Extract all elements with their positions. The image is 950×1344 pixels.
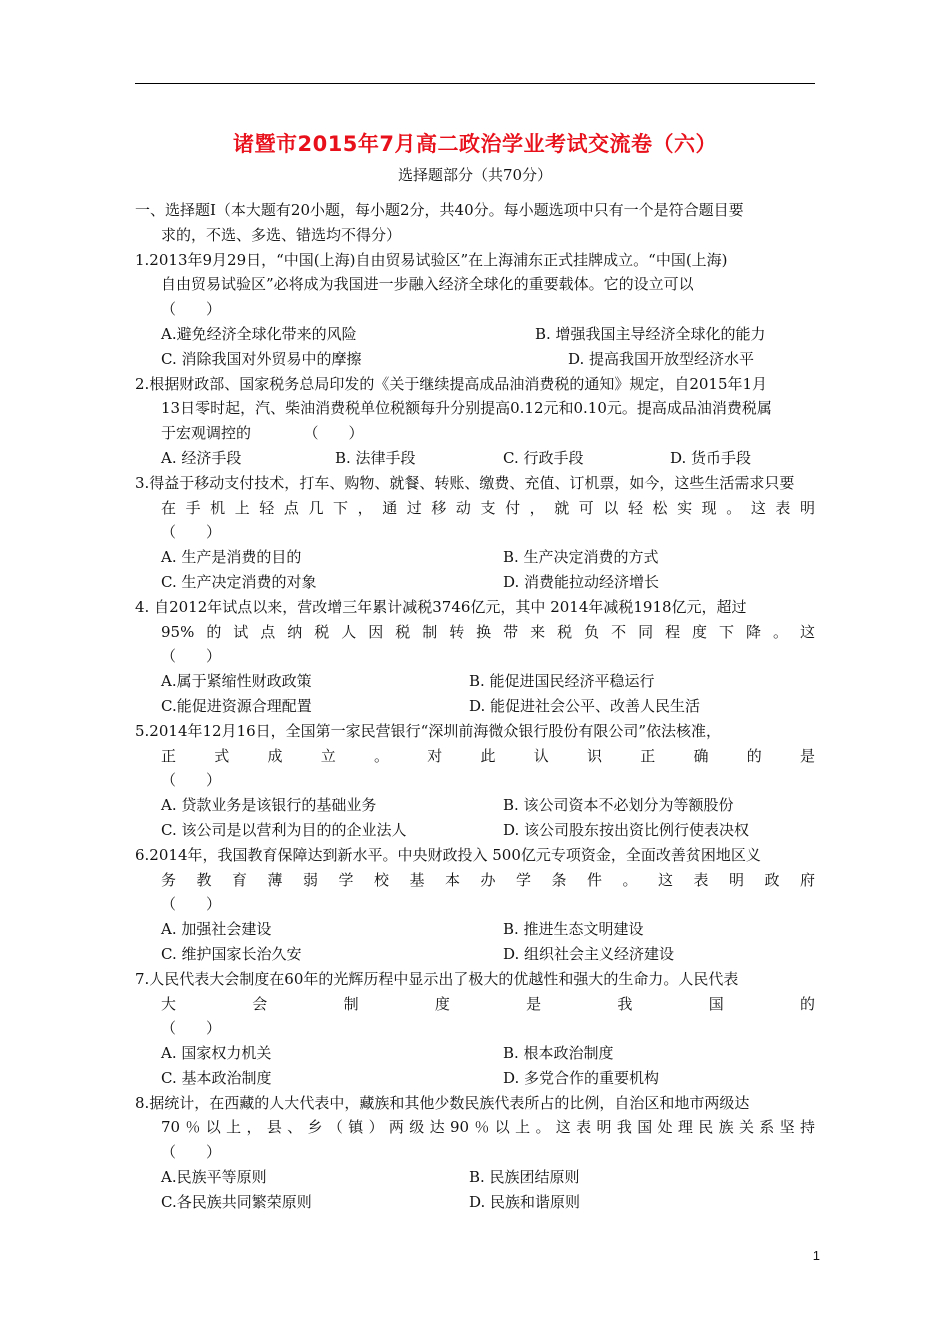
option-a: A.避免经济全球化带来的风险 xyxy=(161,324,357,343)
options-row xyxy=(135,1165,815,1190)
option-c: C. 基本政治制度 xyxy=(161,1068,272,1087)
option-b: B. 推进生态文明建设 xyxy=(503,920,644,939)
options-row xyxy=(135,322,815,347)
answer-bracket: （ ） xyxy=(161,1019,222,1038)
question-stem-line: 务教育薄弱学校基本办学条件。这表明政府 xyxy=(161,870,815,889)
option-c: C.能促进资源合理配置 xyxy=(161,696,312,715)
question-stem-line: 3.得益于移动支付技术，打车、购物、就餐、转账、缴费、充值、订机票，如今，这些生活需求只要 xyxy=(135,473,795,492)
option-d: D. 多党合作的重要机构 xyxy=(503,1068,660,1087)
section-instruction-line: 一、选择题Ⅰ（本大题有20小题，每小题2分，共40分。每小题选项中只有一个是符合题目要 xyxy=(135,201,744,219)
options-row xyxy=(135,446,815,471)
options-row xyxy=(135,570,815,595)
answer-bracket: （ ） xyxy=(161,523,222,542)
options-row xyxy=(135,694,815,719)
question-stem-line: 于宏观调控的 （ ） xyxy=(161,424,364,443)
option-d: D. 消费能拉动经济增长 xyxy=(503,572,660,591)
option-b: B. 根本政治制度 xyxy=(503,1044,614,1063)
question-2 xyxy=(135,372,815,471)
question-stem-line: 4. 自2012年试点以来，营改增三年累计减税3746亿元，其中 2014年减税1918亿元，超过 xyxy=(135,597,747,616)
option-c: C. 维护国家长治久安 xyxy=(161,944,302,963)
question-stem-line: 8.据统计，在西藏的人大代表中，藏族和其他少数民族代表所占的比例，自治区和地市两级达 xyxy=(135,1093,750,1112)
question-stem-line: 13日零时起，汽、柴油消费税单位税额每升分别提高0.12元和0.10元。提高成品油消费税属 xyxy=(161,399,772,418)
options-row xyxy=(135,347,815,372)
option-b: B. 增强我国主导经济全球化的能力 xyxy=(535,324,766,343)
option-c: C.各民族共同繁荣原则 xyxy=(161,1192,312,1211)
option-a: A. 贷款业务是该银行的基础业务 xyxy=(161,796,377,815)
option-c: C. 行政手段 xyxy=(503,448,584,467)
question-stem-line: 95%的试点纳税人因税制转换带来税负不同程度下降。这 xyxy=(161,622,815,641)
option-d: D. 能促进社会公平、改善人民生活 xyxy=(469,696,701,715)
option-a: A. 生产是消费的目的 xyxy=(161,548,302,567)
options-row xyxy=(135,818,815,843)
answer-bracket: （ ） xyxy=(161,647,222,666)
option-a: A. 加强社会建设 xyxy=(161,920,272,939)
section-subtitle: 选择题部分（共70分） xyxy=(397,166,553,184)
answer-bracket: （ ） xyxy=(161,1143,222,1162)
option-d: D. 该公司股东按出资比例行使表决权 xyxy=(503,820,750,839)
option-c: C. 消除我国对外贸易中的摩擦 xyxy=(161,349,362,368)
question-body xyxy=(135,198,815,1215)
options-row xyxy=(135,793,815,818)
question-8 xyxy=(135,1091,815,1215)
question-stem-line: 70％以上，县、乡（镇）两级达90％以上。这表明我国处理民族关系坚持 xyxy=(161,1118,815,1137)
question-7 xyxy=(135,967,815,1091)
question-stem-line: 1.2013年9月29日，“中国(上海)自由贸易试验区”在上海浦东正式挂牌成立。“中国(上海) xyxy=(135,250,728,269)
options-row xyxy=(135,1041,815,1066)
option-d: D. 提高我国开放型经济水平 xyxy=(568,349,755,368)
question-5 xyxy=(135,719,815,843)
option-c: C. 该公司是以营利为目的的企业法人 xyxy=(161,820,407,839)
options-row xyxy=(135,942,815,967)
option-d: D. 民族和谐原则 xyxy=(469,1192,581,1211)
options-row xyxy=(135,1190,815,1215)
question-stem-line: 自由贸易试验区”必将成为我国进一步融入经济全球化的重要载体。它的设立可以 xyxy=(161,275,694,294)
answer-bracket: （ ） xyxy=(161,300,222,319)
options-row xyxy=(135,545,815,570)
question-stem-line: 正式成立。对此认识正确的是 xyxy=(161,746,815,765)
options-row xyxy=(135,917,815,942)
option-c: C. 生产决定消费的对象 xyxy=(161,572,317,591)
option-b: B. 民族团结原则 xyxy=(469,1168,580,1187)
question-stem-line: 2.根据财政部、国家税务总局印发的《关于继续提高成品油消费税的通知》规定，自2015年1月 xyxy=(135,374,768,393)
options-row xyxy=(135,1066,815,1091)
options-row xyxy=(135,669,815,694)
question-stem-line: 7.人民代表大会制度在60年的光辉历程中显示出了极大的优越性和强大的生命力。人民代表 xyxy=(135,969,739,988)
question-3 xyxy=(135,471,815,595)
question-stem-line: 5.2014年12月16日，全国第一家民营银行“深圳前海微众银行股份有限公司”依法核准， xyxy=(135,721,721,740)
option-b: B. 法律手段 xyxy=(335,448,416,467)
option-d: D. 组织社会主义经济建设 xyxy=(503,944,675,963)
option-a: A.民族平等原则 xyxy=(161,1168,267,1187)
option-a: A.属于紧缩性财政政策 xyxy=(161,672,312,691)
question-stem-line: 大会制度是我国的 xyxy=(161,994,815,1013)
page-number: 1 xyxy=(812,1248,820,1263)
answer-bracket: （ ） xyxy=(161,895,222,914)
question-1 xyxy=(135,248,815,372)
header-rule xyxy=(135,83,815,84)
page-title: 诸暨市2015年7月高二政治学业考试交流卷（六） xyxy=(232,132,718,156)
question-6 xyxy=(135,843,815,967)
answer-bracket: （ ） xyxy=(161,771,222,790)
option-a: A. 国家权力机关 xyxy=(161,1044,272,1063)
question-stem-line: 6.2014年，我国教育保障达到新水平。中央财政投入 500亿元专项资金，全面改善贫困地区义 xyxy=(135,845,761,864)
option-b: B. 能促进国民经济平稳运行 xyxy=(469,672,655,691)
question-4 xyxy=(135,595,815,719)
section-instruction-line: 求的，不选、多选、错选均不得分） xyxy=(161,225,402,244)
option-a: A. 经济手段 xyxy=(161,448,242,467)
option-d: D. 货币手段 xyxy=(670,448,752,467)
option-b: B. 该公司资本不必划分为等额股份 xyxy=(503,796,734,815)
option-b: B. 生产决定消费的方式 xyxy=(503,548,659,567)
question-stem-line: 在手机上轻点几下，通过移动支付，就可以轻松实现。这表明 xyxy=(161,498,815,517)
